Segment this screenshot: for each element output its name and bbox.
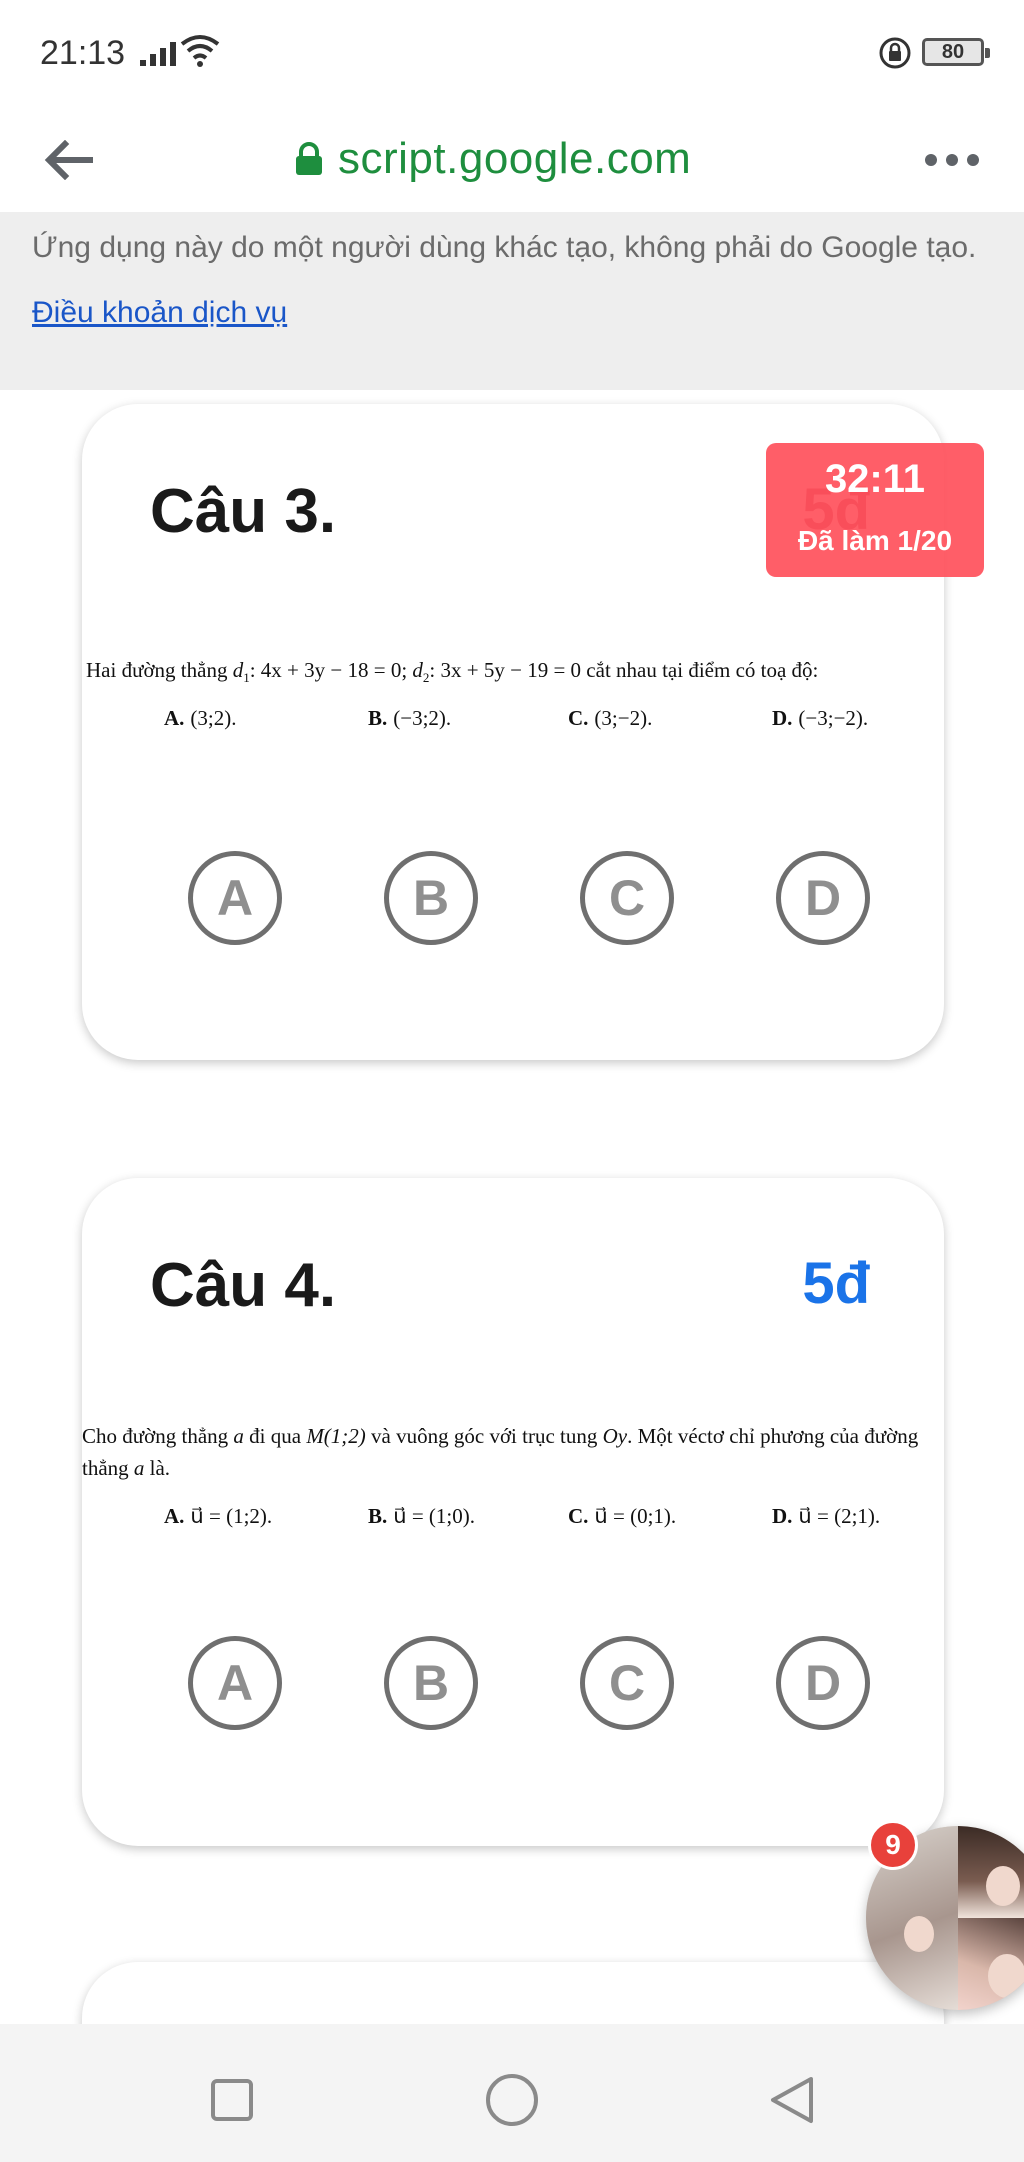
avatar [904, 1916, 934, 1952]
back-button[interactable] [36, 128, 100, 192]
url-text: script.google.com [338, 134, 692, 183]
dot-icon [946, 154, 958, 166]
progress-count: Đã làm 1/20 [797, 525, 953, 556]
avatar [986, 1866, 1020, 1906]
system-nav-bar [0, 2024, 1024, 2162]
browser-address-bar [0, 106, 1024, 212]
battery-indicator: 80 [922, 38, 984, 66]
option-d: D. (−3;−2). [772, 706, 869, 730]
answer-d-button[interactable]: D [776, 1636, 870, 1730]
rotation-lock-icon [878, 36, 912, 75]
arrow-left-icon [43, 140, 93, 180]
option-a: A. (3;2). [164, 706, 237, 730]
signal-icon [140, 40, 176, 66]
answer-a-button[interactable]: A [188, 851, 282, 945]
question-text: Cho đường thẳng a đi qua M(1;2) và vuông góc với trục tung Oy. Một véctơ chỉ phương của đường thẳng a là. [82, 1424, 919, 1480]
dot-icon [925, 154, 937, 166]
option-b: B. (−3;2). [368, 706, 452, 730]
answer-a-button[interactable]: A [188, 1636, 282, 1730]
circle-icon [484, 2072, 540, 2128]
question-title: Câu 4. [150, 1251, 337, 1320]
status-bar [0, 0, 1024, 106]
answer-choices [82, 1636, 944, 1732]
question-points: 5đ [802, 1251, 870, 1316]
answer-b-button[interactable]: B [384, 1636, 478, 1730]
wifi-icon [180, 34, 220, 73]
option-c: C. u⃗ = (0;1). [568, 1504, 677, 1528]
more-menu-button[interactable] [912, 140, 992, 180]
option-c: C. (3;−2). [568, 706, 653, 730]
third-party-app-banner [0, 212, 1024, 390]
terms-of-service-link[interactable]: Điều khoản dịch vụ [32, 296, 288, 329]
lock-icon [294, 142, 324, 176]
answer-c-button[interactable]: C [580, 851, 674, 945]
answer-c-button[interactable]: C [580, 1636, 674, 1730]
home-button[interactable] [482, 2070, 542, 2130]
unread-count-badge: 9 [868, 1820, 918, 1870]
avatar [988, 1954, 1024, 1998]
recents-button[interactable] [202, 2070, 262, 2130]
question-card [82, 1178, 944, 1846]
timer-countdown: 32:11 [824, 457, 926, 501]
answer-d-button[interactable]: D [776, 851, 870, 945]
square-icon [209, 2077, 255, 2123]
answer-b-button[interactable]: B [384, 851, 478, 945]
option-b: B. u⃗ = (1;0). [368, 1504, 475, 1528]
question-title: Câu 3. [150, 477, 337, 546]
url-field[interactable] [294, 128, 691, 190]
banner-message: Ứng dụng này do một người dùng khác tạo, không phải do Google tạo. [32, 231, 977, 264]
dot-icon [967, 154, 979, 166]
question-text: Hai đường thẳng $d_1$: 4x + 3y − 18 = 0; $d_2$: 3x + 5y − 19 = 0 cắt nhau tại điểm có toạ độ: [86, 658, 819, 686]
triangle-back-icon [767, 2075, 817, 2125]
status-time: 21:13 [40, 34, 126, 72]
back-nav-button[interactable] [762, 2070, 822, 2130]
option-a: A. u⃗ = (1;2). [164, 1504, 273, 1528]
exam-timer [766, 443, 984, 577]
option-d: D. u⃗ = (2;1). [772, 1504, 881, 1528]
answer-choices [82, 851, 944, 947]
